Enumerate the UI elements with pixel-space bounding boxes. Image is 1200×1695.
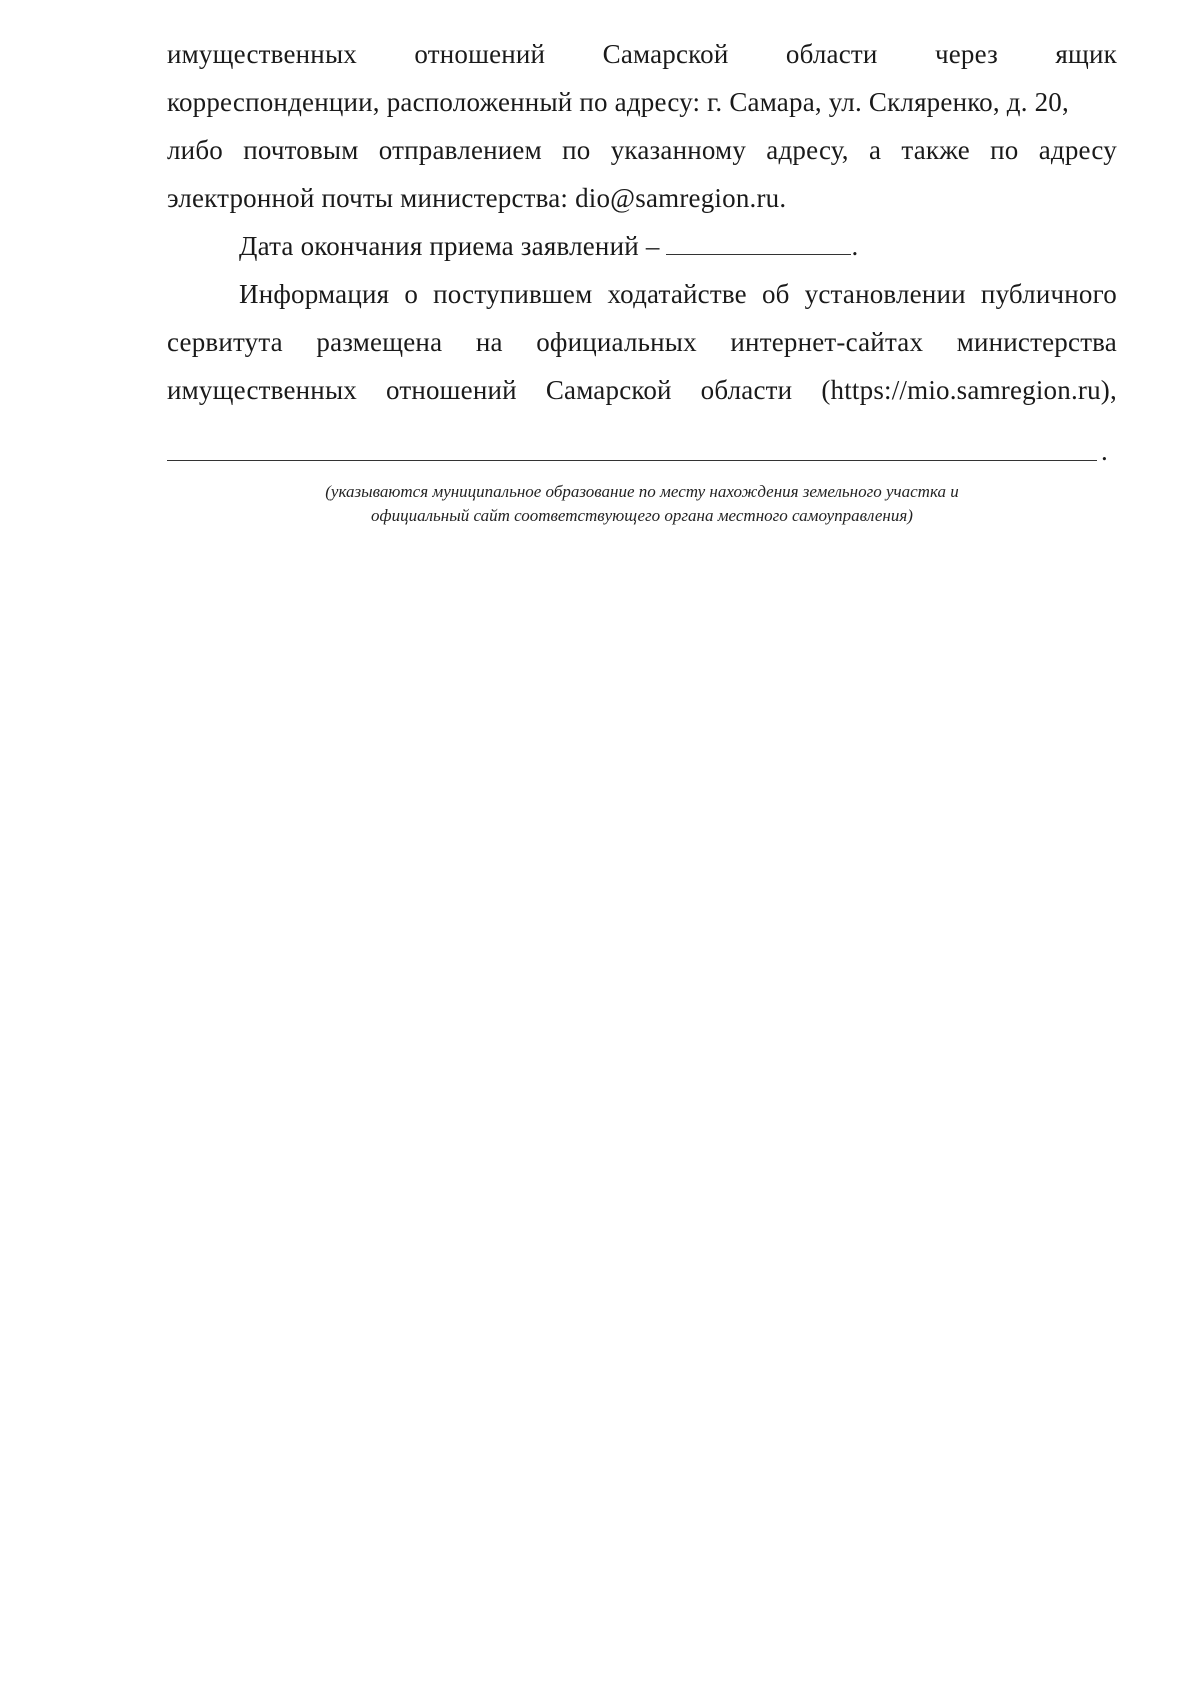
blank-end-dot: . xyxy=(1101,436,1108,466)
word: по xyxy=(562,135,591,165)
word: размещена xyxy=(316,327,443,357)
word: адресу, xyxy=(766,135,849,165)
word: отношений xyxy=(414,39,546,69)
word: указанному xyxy=(610,135,747,165)
paragraph-info-line-3 xyxy=(167,366,1117,414)
footnote xyxy=(167,480,1117,528)
footnote-line-1: (указываются муниципальное образование по месту нахождения земельного участка и xyxy=(325,482,959,501)
word: ящик xyxy=(1055,39,1117,69)
word: адресу xyxy=(1038,135,1117,165)
word: Самарской xyxy=(545,375,672,405)
word: либо xyxy=(167,135,223,165)
word: по xyxy=(990,135,1019,165)
word: публичного xyxy=(980,279,1117,309)
word: почтовым xyxy=(243,135,359,165)
municipality-blank-line xyxy=(167,460,1097,461)
paragraph-info-line-1 xyxy=(167,270,1117,318)
footnote-line-2: официальный сайт соответствующего органа местного самоуправления) xyxy=(371,506,913,525)
deadline-label: Дата окончания приема заявлений – xyxy=(239,231,660,261)
word: официальных xyxy=(536,327,697,357)
word: а xyxy=(868,135,882,165)
word: об xyxy=(761,279,790,309)
paragraph-address-line-4: электронной почты министерства: dio@samregion.ru. xyxy=(167,183,787,213)
word: сервитута xyxy=(167,327,283,357)
word: интернет-сайтах xyxy=(730,327,924,357)
word: ходатайстве xyxy=(607,279,747,309)
word: Самарской xyxy=(602,39,729,69)
paragraph-address xyxy=(167,30,1117,414)
word: через xyxy=(934,39,998,69)
word: области xyxy=(785,39,878,69)
paragraph-address-line-2: корреспонденции, расположенный по адресу: г. Самара, ул. Скляренко, д. 20, xyxy=(167,87,1069,117)
word: (https://mio.samregion.ru), xyxy=(821,375,1117,405)
word: установлении xyxy=(804,279,966,309)
word: имущественных xyxy=(167,375,357,405)
paragraph-address-line-3 xyxy=(167,126,1117,174)
word: министерства xyxy=(956,327,1117,357)
word: имущественных xyxy=(167,39,357,69)
word: также xyxy=(901,135,970,165)
word: отправлением xyxy=(378,135,542,165)
word: области xyxy=(700,375,793,405)
word: о xyxy=(404,279,419,309)
word: поступившем xyxy=(433,279,593,309)
deadline-end: . xyxy=(851,231,859,261)
word: отношений xyxy=(385,375,517,405)
deadline-blank xyxy=(666,232,851,255)
word: Информация xyxy=(239,279,390,309)
paragraph-info-line-2 xyxy=(167,318,1117,366)
paragraph-address-line-1 xyxy=(167,30,1117,78)
word: на xyxy=(475,327,503,357)
deadline-line xyxy=(167,222,1117,270)
